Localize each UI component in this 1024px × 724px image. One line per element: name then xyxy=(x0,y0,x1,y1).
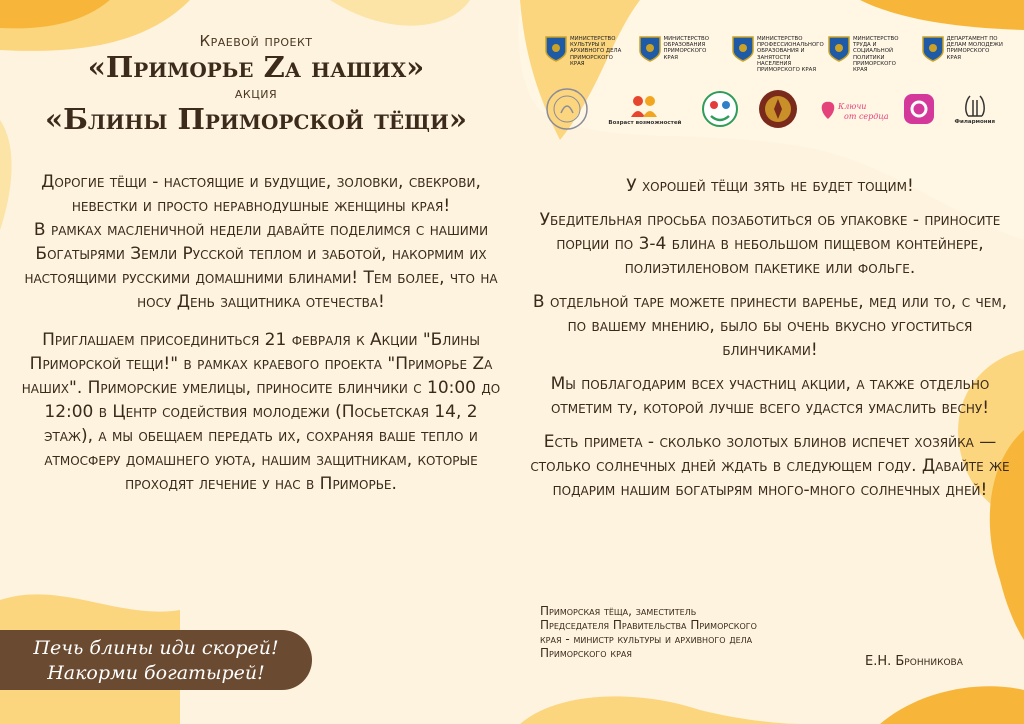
partner-caption: Возраст возможностей xyxy=(608,120,682,127)
coat-of-arms-icon xyxy=(639,36,661,62)
invitation-paragraph: Приглашаем присоединиться 21 февраля к Акции "Блины Приморской тещи!" в рамках краевого проекта "Приморье Zа наших". Приморские умелицы, приносите блинчики с 10:00 до 12:00 в Центр содействия молодежи (Посьетская 14, 2 этаж), а мы обещаем передать их, сохраняя ваше тепло и атмосферу домашнего уюта, нашим защитникам, которые проходят лечение у нас в Приморье. xyxy=(21,330,501,494)
heart-key-icon xyxy=(818,97,889,123)
coat-of-arms-icon xyxy=(545,36,567,62)
ministry-name: МИНИСТЕРСТВО ОБРАЗОВАНИЯ ПРИМОРСКОГО КРАЯ xyxy=(663,36,709,61)
coat-of-arms-icon xyxy=(828,36,850,62)
partner-logo xyxy=(608,93,681,126)
svg-text:от сердца: от сердца xyxy=(843,111,889,121)
coat-of-arms-icon xyxy=(732,36,754,62)
ministry-name: ДЕПАРТАМЕНТ ПО ДЕЛАМ МОЛОДЕЖИ ПРИМОРСКОГО КРАЯ xyxy=(946,36,1003,61)
slogan-line-1: Печь блины иди скорей! xyxy=(33,637,279,659)
slogan-banner xyxy=(0,630,312,690)
partner-logo xyxy=(818,97,889,123)
ministry-logo xyxy=(545,36,629,67)
partner-logo xyxy=(955,94,995,125)
ministry-name: МИНИСТЕРСТВО ТРУДА И СОЦИАЛЬНОЙ ПОЛИТИКИ ПРИМОРСКОГО КРАЯ xyxy=(853,36,899,74)
round-seal-icon xyxy=(545,87,589,131)
action-label: акция xyxy=(234,84,278,102)
action-name: «Блины Приморской тёщи» xyxy=(45,102,467,136)
left-text-block xyxy=(18,170,504,496)
ministry-name: МИНИСТЕРСТВО КУЛЬТУРЫ И АРХИВНОГО ДЕЛА ПРИМОРСКОГО КРАЯ xyxy=(570,36,622,67)
jam-paragraph: В отдельной таре можете принести варенье, мед или то, с чем, по вашему мнению, было бы очень вкусно угоститься блинчиками! xyxy=(532,292,1008,360)
ministry-name: МИНИСТЕРСТВО ПРОФЕССИОНАЛЬНОГО ОБРАЗОВАНИЯ И ЗАНЯТОСТИ НАСЕЛЕНИЯ ПРИМОРСКОГО КРАЯ xyxy=(757,36,824,74)
people-icon xyxy=(628,93,662,119)
project-name: «Приморье Zа наших» xyxy=(87,50,425,84)
packaging-paragraph: Убедительная просьба позаботиться об упаковке - приносите порции по 3-4 блина в небольшом пищевом контейнере, полиэтиленовом пакетике или фольге. xyxy=(539,210,1001,278)
thanks-paragraph: Мы поблагодарим всех участниц акции, а также отдельно отметим ту, которой лучше всего удастся умаслить весну! xyxy=(550,374,990,418)
ministry-logo xyxy=(732,36,824,74)
logos-block xyxy=(545,36,1005,132)
app-icon xyxy=(903,93,935,125)
partner-logo xyxy=(701,90,739,129)
slogan-line-2: Накорми богатырей! xyxy=(47,662,265,684)
right-text-block xyxy=(530,174,1010,512)
partner-logos xyxy=(545,87,995,132)
family-circle-icon xyxy=(701,90,739,128)
partner-caption: Филармония xyxy=(954,119,995,126)
signature-name: Е.Н. Бронникова xyxy=(865,654,963,669)
ministry-logo xyxy=(922,36,1006,62)
proverb-paragraph: У хорошей тёщи зять не будет тощим! xyxy=(626,176,914,196)
partner-logo xyxy=(903,93,935,126)
maslenitsa-paragraph: В рамках масленичной недели давайте поделимся с нашими Богатырями Земли Русской теплом и заботой, накормим их настоящими русскими домашними блинами! Тем более, что на носу День защитника отечества! xyxy=(24,220,498,312)
partner-logo xyxy=(758,89,798,130)
ministry-logo xyxy=(828,36,912,73)
svg-text:Ключи: Ключи xyxy=(837,101,867,111)
ministry-logos xyxy=(545,36,1005,73)
lyre-icon xyxy=(960,94,990,118)
greeting-paragraph: Дорогие тёщи - настоящие и будущие, золовки, свекрови, невестки и просто неравнодушные женщины края! xyxy=(41,172,481,216)
ministry-logo xyxy=(639,36,723,62)
signature-position: Приморская тёща, заместитель Председателя Правительства Приморского края - министр культуры и архивного дела Приморского края xyxy=(540,604,757,660)
partner-logo xyxy=(545,87,589,132)
coat-of-arms-icon xyxy=(922,36,944,62)
emblem-icon xyxy=(758,89,798,129)
project-label: Краевой проект xyxy=(199,32,313,50)
omen-paragraph: Есть примета - сколько золотых блинов испечет хозяйка — столько солнечных дней ждать в следующем году. Давайте же подарим нашим богатырям много-много солнечных дней! xyxy=(530,432,1010,500)
header xyxy=(0,32,512,136)
